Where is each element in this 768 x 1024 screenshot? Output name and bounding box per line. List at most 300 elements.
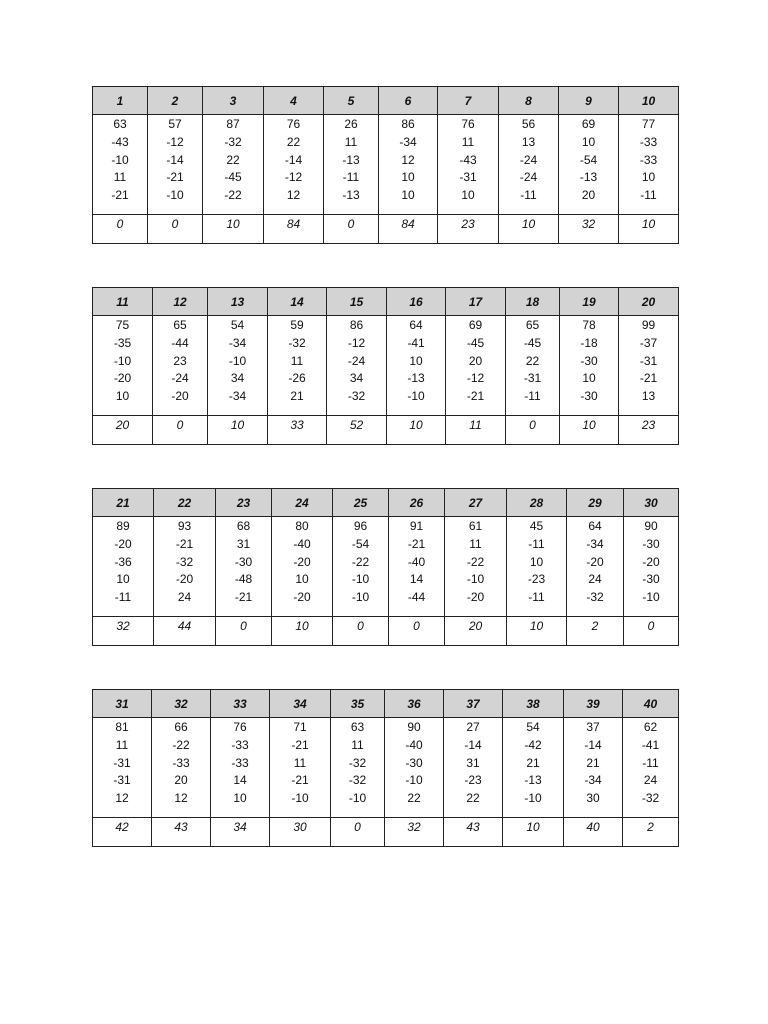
number-column	[93, 316, 153, 416]
number-column	[559, 115, 619, 215]
number-value: -31	[113, 755, 131, 770]
number-value: 10	[529, 554, 544, 569]
number-value: -31	[639, 353, 658, 368]
number-value: -10	[407, 389, 425, 404]
number-value: -21	[291, 737, 309, 752]
result-cell: 11	[446, 416, 506, 445]
number-column	[499, 115, 559, 215]
number-value: 12	[115, 791, 129, 806]
number-value: 27	[466, 720, 480, 734]
number-value: -14	[166, 152, 184, 167]
number-value: -23	[527, 572, 546, 587]
number-value: -33	[639, 134, 658, 149]
number-value: 11	[351, 737, 364, 752]
number-value: -31	[459, 170, 477, 185]
number-value: -21	[175, 536, 194, 551]
number-value: 86	[349, 318, 364, 332]
number-value: 63	[350, 720, 365, 734]
number-value: -11	[520, 188, 537, 203]
number-value: 34	[230, 371, 245, 386]
number-value: -43	[111, 134, 129, 149]
number-column	[154, 517, 216, 617]
number-value: -18	[580, 335, 598, 350]
number-column	[567, 517, 624, 617]
number-column	[93, 718, 152, 818]
number-value: 10	[233, 791, 247, 806]
problem-number: 14	[268, 288, 327, 316]
number-column	[93, 115, 148, 215]
number-value: -10	[291, 791, 309, 806]
number-value: 64	[588, 519, 602, 533]
number-value: 90	[644, 519, 658, 533]
problem-number: 34	[270, 690, 331, 718]
number-value: -20	[175, 572, 194, 587]
problem-number: 27	[445, 489, 507, 517]
number-value: 99	[641, 318, 656, 332]
problem-number: 25	[333, 489, 389, 517]
number-value: 26	[344, 117, 358, 131]
result-cell: 32	[559, 215, 619, 244]
result-cell: 42	[93, 818, 152, 847]
number-value: -13	[342, 188, 360, 203]
number-value: 20	[174, 773, 188, 788]
number-value: 80	[295, 519, 309, 533]
number-value: -20	[293, 590, 311, 605]
problem-number: 39	[564, 690, 623, 718]
number-value: 68	[236, 519, 251, 533]
number-value: -33	[639, 152, 658, 167]
problem-number: 17	[446, 288, 506, 316]
number-column	[438, 115, 499, 215]
number-value: -30	[642, 572, 660, 587]
problem-number: 38	[503, 690, 564, 718]
number-value: -34	[228, 389, 247, 404]
number-value: -20	[293, 554, 311, 569]
result-cell: 33	[268, 416, 327, 445]
number-value: 22	[407, 791, 421, 806]
number-value: -30	[405, 755, 423, 770]
number-value: -10	[524, 791, 542, 806]
result-cell: 20	[93, 416, 153, 445]
problem-number: 10	[619, 87, 679, 115]
number-value: -21	[639, 371, 658, 386]
number-column	[389, 517, 445, 617]
problem-number: 18	[506, 288, 560, 316]
number-value: 71	[293, 720, 307, 734]
result-cell: 10	[272, 617, 333, 646]
problem-number: 5	[324, 87, 379, 115]
number-column	[331, 718, 385, 818]
number-value: 24	[588, 572, 602, 587]
problem-number: 35	[331, 690, 385, 718]
number-column	[624, 517, 679, 617]
number-value: 37	[586, 720, 600, 734]
number-column	[152, 718, 211, 818]
number-value: -22	[351, 554, 370, 569]
number-value: 66	[174, 720, 188, 734]
problem-table	[92, 287, 679, 445]
number-value: 10	[116, 572, 130, 587]
problem-number: 4	[264, 87, 324, 115]
number-value: -10	[111, 152, 129, 167]
number-value: -31	[113, 773, 131, 788]
number-column	[564, 718, 623, 818]
number-value: -44	[171, 335, 189, 350]
number-value: -21	[234, 590, 253, 605]
number-value: -21	[166, 170, 184, 185]
result-row	[93, 818, 679, 847]
number-value: -11	[642, 755, 659, 770]
problem-number: 1	[93, 87, 148, 115]
number-value: 12	[286, 188, 301, 203]
number-value: -40	[293, 536, 311, 551]
problem-table	[92, 488, 679, 646]
number-column	[506, 316, 560, 416]
numbers-row	[93, 718, 679, 818]
number-value: -20	[171, 389, 189, 404]
number-value: -32	[347, 389, 366, 404]
number-column	[93, 517, 154, 617]
number-value: 89	[116, 519, 130, 533]
number-value: 20	[468, 353, 483, 368]
result-cell: 10	[507, 617, 567, 646]
number-value: 90	[407, 720, 421, 734]
result-cell: 43	[444, 818, 503, 847]
number-value: 69	[468, 318, 483, 332]
result-cell: 10	[387, 416, 446, 445]
problem-number: 37	[444, 690, 503, 718]
number-value: 59	[290, 318, 304, 332]
numbers-row	[93, 115, 679, 215]
problem-number: 22	[154, 489, 216, 517]
problem-number: 23	[216, 489, 272, 517]
result-cell: 10	[560, 416, 619, 445]
number-value: 31	[236, 536, 251, 551]
number-column	[268, 316, 327, 416]
number-value: 22	[226, 152, 240, 167]
problem-number: 20	[619, 288, 679, 316]
problem-number: 31	[93, 690, 152, 718]
number-column	[446, 316, 506, 416]
number-value: -54	[351, 536, 370, 551]
problem-number: 19	[560, 288, 619, 316]
result-cell: 0	[333, 617, 389, 646]
number-value: -20	[586, 554, 604, 569]
number-value: -10	[348, 791, 367, 806]
number-value: 22	[466, 791, 480, 806]
number-column	[507, 517, 567, 617]
number-value: -21	[111, 188, 129, 203]
number-column	[379, 115, 438, 215]
number-value: -24	[171, 371, 189, 386]
number-value: -13	[579, 170, 598, 185]
number-value: -10	[351, 572, 370, 587]
number-value: 14	[233, 773, 247, 788]
number-column	[444, 718, 503, 818]
number-value: -32	[348, 755, 367, 770]
number-column	[208, 316, 268, 416]
problem-number: 36	[385, 690, 444, 718]
number-value: 65	[525, 318, 540, 332]
number-value: -20	[642, 554, 660, 569]
result-cell: 34	[211, 818, 270, 847]
number-value: 65	[173, 318, 187, 332]
number-column	[327, 316, 387, 416]
number-value: -10	[113, 353, 132, 368]
number-value: -48	[234, 572, 253, 587]
number-column	[387, 316, 446, 416]
number-value: -40	[405, 737, 423, 752]
number-value: 13	[641, 389, 656, 404]
number-value: -34	[584, 773, 602, 788]
result-cell: 0	[389, 617, 445, 646]
number-value: -10	[405, 773, 423, 788]
number-value: -22	[172, 737, 190, 752]
number-value: -20	[466, 590, 485, 605]
number-value: -13	[407, 371, 425, 386]
number-value: 20	[581, 188, 596, 203]
number-value: -10	[166, 188, 184, 203]
result-cell: 20	[445, 617, 507, 646]
result-cell: 23	[438, 215, 499, 244]
number-value: 24	[177, 590, 192, 605]
number-value: 76	[233, 720, 247, 734]
result-cell: 0	[506, 416, 560, 445]
number-value: -11	[342, 170, 360, 185]
number-column	[503, 718, 564, 818]
number-column	[270, 718, 331, 818]
number-value: 12	[174, 791, 188, 806]
problem-number: 15	[327, 288, 387, 316]
numbers-row	[93, 517, 679, 617]
number-value: 10	[401, 188, 415, 203]
problem-number: 7	[438, 87, 499, 115]
number-value: -41	[407, 335, 425, 350]
number-column	[272, 517, 333, 617]
result-cell: 0	[624, 617, 679, 646]
problem-number: 24	[272, 489, 333, 517]
result-cell: 0	[331, 818, 385, 847]
number-value: 21	[526, 755, 540, 770]
header-row	[93, 288, 679, 316]
problem-number: 29	[567, 489, 624, 517]
number-value: 14	[409, 572, 424, 587]
problem-number: 21	[93, 489, 154, 517]
number-value: -32	[175, 554, 194, 569]
number-value: 91	[409, 519, 424, 533]
number-value: 24	[643, 773, 658, 788]
number-value: 10	[461, 188, 475, 203]
number-value: 10	[295, 572, 309, 587]
number-value: 54	[526, 720, 540, 734]
number-value: -21	[291, 773, 309, 788]
number-column	[211, 718, 270, 818]
result-cell: 0	[93, 215, 148, 244]
result-row	[93, 617, 679, 646]
number-column	[148, 115, 203, 215]
number-value: -11	[528, 590, 545, 605]
result-cell: 30	[270, 818, 331, 847]
problem-number: 28	[507, 489, 567, 517]
number-value: 21	[586, 755, 600, 770]
problem-number: 32	[152, 690, 211, 718]
number-value: -12	[347, 335, 366, 350]
number-value: 11	[290, 353, 304, 368]
number-column	[619, 115, 679, 215]
number-value: -12	[166, 134, 184, 149]
result-cell: 44	[154, 617, 216, 646]
number-column	[216, 517, 272, 617]
number-value: -11	[528, 536, 545, 551]
problem-number: 8	[499, 87, 559, 115]
number-value: -32	[288, 335, 306, 350]
number-value: 77	[641, 117, 656, 131]
number-value: 54	[230, 318, 245, 332]
number-value: -22	[224, 188, 242, 203]
number-value: -45	[523, 335, 542, 350]
result-cell: 0	[324, 215, 379, 244]
number-value: 11	[293, 755, 307, 770]
number-value: 22	[525, 353, 540, 368]
number-value: 21	[290, 389, 304, 404]
numbers-row	[93, 316, 679, 416]
problem-number: 30	[624, 489, 679, 517]
number-value: -45	[224, 170, 242, 185]
result-cell: 32	[385, 818, 444, 847]
number-value: -34	[228, 335, 247, 350]
result-cell: 52	[327, 416, 387, 445]
number-value: -11	[640, 188, 657, 203]
number-value: -10	[642, 590, 660, 605]
number-column	[203, 115, 264, 215]
number-value: -41	[641, 737, 660, 752]
number-value: -13	[342, 152, 360, 167]
header-row	[93, 87, 679, 115]
number-column	[619, 316, 679, 416]
result-cell: 10	[499, 215, 559, 244]
number-column	[385, 718, 444, 818]
result-cell: 2	[567, 617, 624, 646]
number-value: -22	[466, 554, 485, 569]
number-value: 93	[177, 519, 192, 533]
number-value: 56	[521, 117, 536, 131]
number-value: -24	[519, 170, 538, 185]
number-value: 64	[409, 318, 423, 332]
number-value: 10	[409, 353, 423, 368]
problem-number: 16	[387, 288, 446, 316]
header-row	[93, 690, 679, 718]
number-value: 76	[461, 117, 475, 131]
number-value: 11	[115, 737, 129, 752]
result-cell: 32	[93, 617, 154, 646]
number-value: 69	[581, 117, 596, 131]
number-column	[333, 517, 389, 617]
number-value: 11	[344, 134, 358, 149]
problem-number: 3	[203, 87, 264, 115]
number-column	[324, 115, 379, 215]
number-value: -37	[639, 335, 658, 350]
number-value: 87	[226, 117, 240, 131]
number-value: 23	[173, 353, 187, 368]
number-value: -20	[113, 371, 132, 386]
number-value: -14	[464, 737, 482, 752]
result-cell: 10	[208, 416, 268, 445]
number-value: -24	[347, 353, 366, 368]
number-value: -32	[348, 773, 367, 788]
result-cell: 0	[216, 617, 272, 646]
number-value: 45	[529, 519, 544, 533]
problem-number: 9	[559, 87, 619, 115]
number-value: 11	[469, 536, 482, 551]
result-cell: 10	[503, 818, 564, 847]
number-value: -31	[523, 371, 542, 386]
number-value: 13	[521, 134, 536, 149]
number-value: 62	[643, 720, 658, 734]
number-value: -44	[407, 590, 426, 605]
number-value: -30	[642, 536, 660, 551]
number-value: 75	[115, 318, 130, 332]
problem-number: 13	[208, 288, 268, 316]
number-value: 96	[353, 519, 368, 533]
problem-table	[92, 86, 679, 244]
number-column	[264, 115, 324, 215]
problem-number: 6	[379, 87, 438, 115]
number-value: -21	[407, 536, 426, 551]
number-value: 10	[581, 134, 596, 149]
problem-number: 33	[211, 690, 270, 718]
number-value: 10	[115, 389, 130, 404]
number-value: -14	[584, 737, 602, 752]
number-value: 63	[113, 117, 127, 131]
number-value: -23	[464, 773, 482, 788]
number-value: -43	[459, 152, 477, 167]
number-value: -24	[519, 152, 538, 167]
number-value: -11	[524, 389, 541, 404]
number-value: -33	[231, 755, 249, 770]
number-value: -34	[586, 536, 604, 551]
number-value: -33	[172, 755, 190, 770]
number-value: 11	[113, 170, 127, 185]
number-value: -12	[466, 371, 485, 386]
number-value: -12	[284, 170, 303, 185]
problem-table	[92, 689, 679, 847]
number-column	[623, 718, 679, 818]
number-value: -32	[224, 134, 242, 149]
number-value: -10	[466, 572, 485, 587]
number-value: -26	[288, 371, 306, 386]
result-row	[93, 215, 679, 244]
result-cell: 2	[623, 818, 679, 847]
number-value: 57	[168, 117, 182, 131]
number-value: -32	[586, 590, 604, 605]
header-row	[93, 489, 679, 517]
number-value: 86	[401, 117, 415, 131]
number-value: -36	[114, 554, 132, 569]
number-value: 10	[582, 371, 596, 386]
result-cell: 0	[153, 416, 208, 445]
number-value: -32	[641, 791, 660, 806]
result-cell: 84	[264, 215, 324, 244]
number-value: -54	[579, 152, 598, 167]
number-value: -30	[580, 353, 598, 368]
number-value: 76	[286, 117, 301, 131]
number-value: -45	[466, 335, 485, 350]
number-column	[560, 316, 619, 416]
number-value: -30	[234, 554, 253, 569]
number-value: -11	[114, 590, 132, 605]
number-value: 22	[286, 134, 301, 149]
problem-number: 12	[153, 288, 208, 316]
